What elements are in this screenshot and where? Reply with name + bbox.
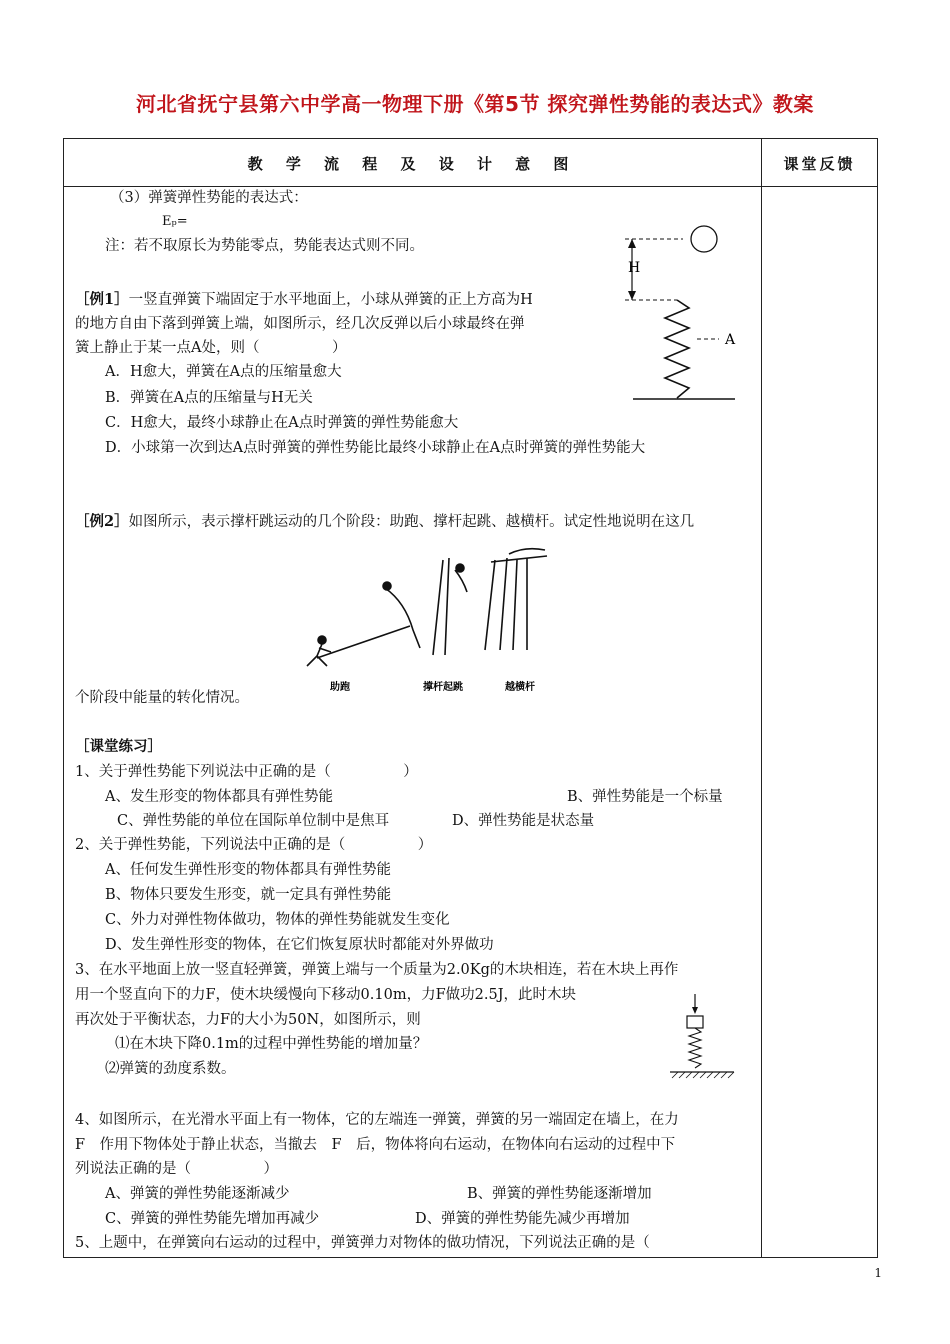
q4-line3: 列说法正确的是（ ）	[75, 1161, 278, 1177]
example2-line1	[75, 512, 694, 532]
runner-head-icon	[318, 636, 326, 644]
example1-option-c: C．H愈大，最终小球静止在A点时弹簧的弹性势能愈大	[105, 415, 459, 431]
label-cross: 越横杆	[505, 682, 535, 693]
arrow-down-icon	[692, 1007, 698, 1014]
label-takeoff: 撑杆起跳	[423, 682, 463, 693]
vaulter-head-icon	[383, 582, 391, 590]
example1-line1	[75, 290, 533, 310]
pole-run	[317, 626, 410, 658]
q4-line1: 4、如图所示，在光滑水平面上有一物体，它的左端连一弹簧，弹簧的另一端固定在墙上，在力	[75, 1112, 679, 1128]
q5-stem: 5、上题中，在弹簧向右运动的过程中，弹簧弹力对物体的做功情况，下列说法正确的是（	[75, 1235, 650, 1251]
example1-option-d: D．小球第一次到达A点时弹簧的弹性势能比最终小球静止在A点时弹簧的弹性势能大	[105, 440, 646, 456]
q3-line2: 用一个竖直向下的力F，使木块缓慢向下移动0.10m，力F做功2.5J，此时木块	[75, 987, 577, 1003]
q4-line2: F 作用下物体处于静止状态，当撤去 F 后，物体将向右运动，在物体向右运动的过程中下	[75, 1137, 676, 1153]
q2-stem: 2、关于弹性势能，下列说法中正确的是（ ）	[75, 837, 433, 853]
vaulter-up-head-icon	[456, 564, 464, 572]
q3-line3: 再次处于平衡状态，力F的大小为50N，如图所示，则	[75, 1012, 421, 1028]
arrow-down-icon	[628, 291, 636, 300]
example2-text: 如图所示，表示撑杆跳运动的几个阶段：助跑、撑杆起跳、越横杆。试定性地说明在这几	[128, 514, 695, 530]
arrow-up-icon	[628, 239, 636, 248]
example1-option-a: A．H愈大，弹簧在A点的压缩量愈大	[105, 364, 342, 380]
vaulter-over-icon	[509, 549, 545, 554]
q4-option-a: A、弹簧的弹性势能逐渐减少	[105, 1186, 290, 1202]
spring-icon	[689, 1028, 701, 1068]
q4-option-b: B、弹簧的弹性势能逐渐增加	[467, 1186, 652, 1202]
example1-tag: ［例1］	[75, 291, 129, 308]
q1-stem: 1、关于弹性势能下列说法中正确的是（ ）	[75, 764, 418, 780]
q2-option-c: C、外力对弹性物体做功，物体的弹性势能就发生变化	[105, 912, 450, 928]
practice-heading: ［课堂练习］	[75, 738, 162, 755]
vaulter-up-icon	[455, 570, 467, 592]
q1-option-a: A、发生形变的物体都具有弹性势能	[105, 789, 333, 805]
header-teaching-flow: 教 学 流 程 及 设 计 意 图	[247, 155, 578, 173]
pole-cross-3	[513, 560, 517, 650]
q1-option-d: D、弹性势能是状态量	[452, 813, 595, 829]
ball-icon	[691, 226, 717, 252]
pole-vault-figure	[295, 540, 565, 700]
q1-option-b: B、弹性势能是一个标量	[567, 789, 723, 805]
q4-option-d: D、弹簧的弹性势能先减少再增加	[415, 1211, 630, 1227]
example1-line2: 的地方自由下落到弹簧上端，如图所示，经几次反弹以后小球最终在弹	[75, 316, 525, 332]
document-title: 河北省抚宁县第六中学高一物理下册《第5节 探究弹性势能的表达式》教案	[136, 92, 814, 116]
spring-icon	[665, 300, 689, 398]
crossbar-line	[491, 556, 547, 562]
example1-option-b: B．弹簧在A点的压缩量与H无关	[105, 390, 313, 406]
pole-cross-1	[485, 560, 495, 650]
spring-ball-figure	[615, 222, 775, 407]
q1-option-c: C、弹性势能的单位在国际单位制中是焦耳	[117, 813, 390, 829]
example1-text-1: 一竖直弹簧下端固定于水平地面上，小球从弹簧的正上方高为H	[128, 292, 533, 308]
ep-formula: Eₚ=	[162, 214, 188, 229]
example2-line2: 个阶段中能量的转化情况。	[75, 690, 249, 706]
label-a: A	[725, 332, 736, 348]
example1-line3: 簧上静止于某一点A处，则（ ）	[75, 340, 347, 356]
pole-cross-2	[500, 558, 507, 650]
section3-note: 注：若不取原长为势能零点，势能表达式则不同。	[105, 238, 424, 254]
q4-option-c: C、弹簧的弹性势能先增加再减少	[105, 1211, 320, 1227]
label-h: H	[628, 260, 641, 276]
pole-bend-1	[433, 560, 443, 655]
example2-tag: ［例2］	[75, 513, 129, 530]
q3-sub1: ⑴在木块下降0.1m的过程中弹性势能的增加量？	[115, 1036, 428, 1052]
q3-line1: 3、在水平地面上放一竖直轻弹簧，弹簧上端与一个质量为2.0Kg的木块相连，若在木块上再作	[75, 962, 679, 978]
table-header	[64, 139, 877, 187]
q2-option-b: B、物体只要发生形变，就一定具有弹性势能	[105, 887, 392, 903]
block-icon	[687, 1016, 703, 1028]
label-run: 助跑	[330, 682, 350, 693]
q3-sub2: ⑵弹簧的劲度系数。	[105, 1061, 236, 1077]
section3-heading: （3）弹簧弹性势能的表达式：	[110, 190, 308, 206]
q2-option-d: D、发生弹性形变的物体，在它们恢复原状时都能对外界做功	[105, 937, 494, 953]
ground-hatch-icon	[672, 1072, 734, 1078]
page-number: 1	[874, 1266, 882, 1280]
q2-option-a: A、任何发生弹性形变的物体都具有弹性势能	[105, 862, 391, 878]
pole-bend-2	[445, 558, 449, 655]
block-spring-figure	[668, 992, 740, 1084]
header-feedback: 课堂反馈	[783, 155, 856, 173]
vaulter-jump-icon	[385, 588, 420, 648]
